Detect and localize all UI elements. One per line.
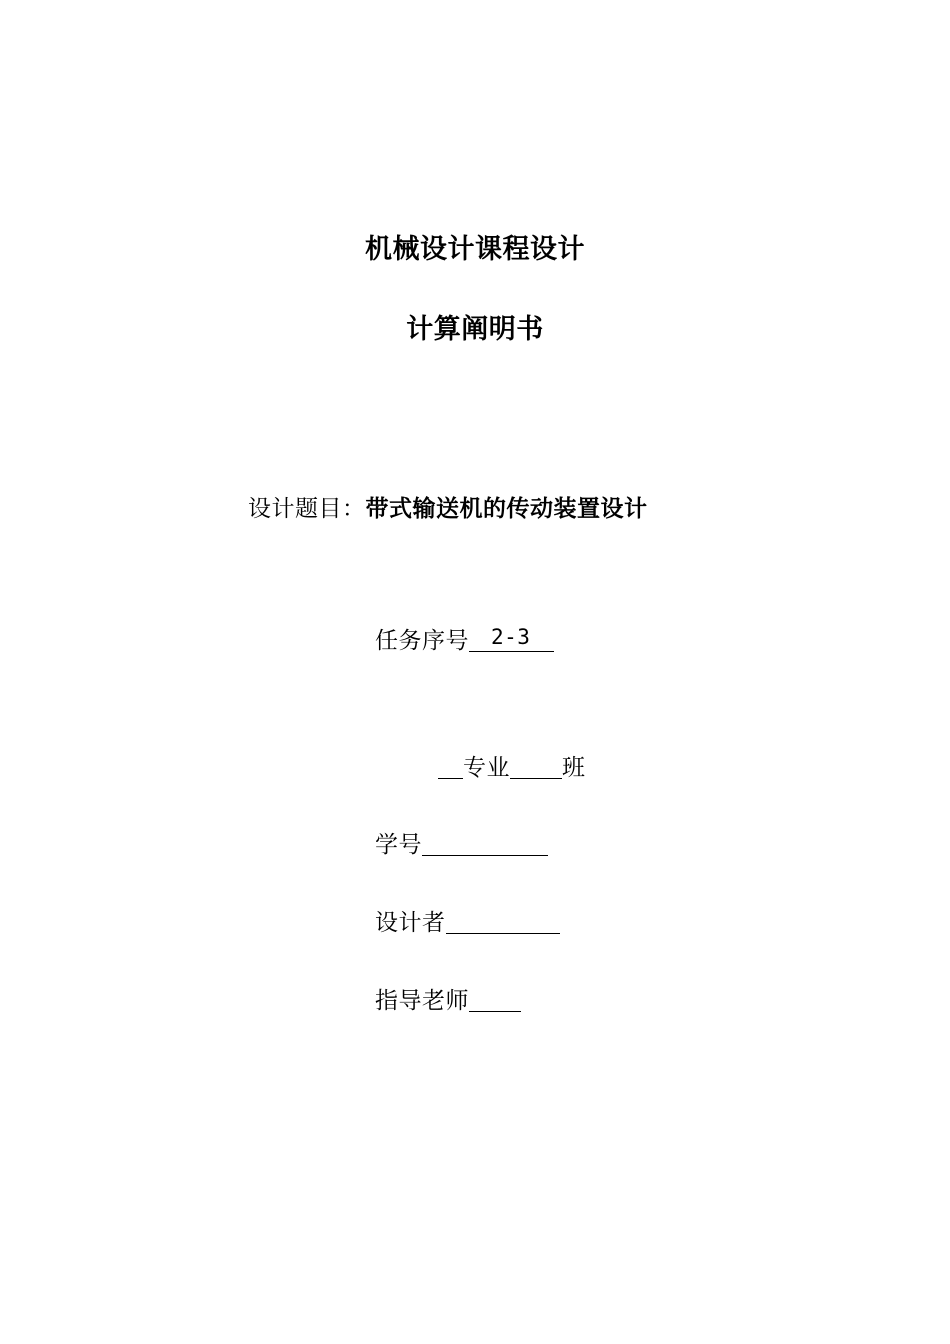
student-number-label: 学号	[375, 832, 422, 858]
task-number-line	[375, 625, 554, 654]
design-topic-label: 设计题目：	[248, 496, 366, 522]
major-class-line	[438, 755, 586, 780]
advisor-blank	[469, 987, 521, 1012]
advisor-line	[375, 988, 521, 1013]
advisor-label: 指导老师	[375, 988, 469, 1014]
student-number-blank	[422, 831, 548, 856]
course-title: 机械设计课程设计	[365, 234, 585, 265]
design-topic-line	[248, 498, 648, 521]
major-label: 专业	[463, 755, 510, 781]
designer-label: 设计者	[375, 910, 446, 936]
student-number-line	[375, 832, 548, 857]
task-number-value: 2-3	[469, 627, 554, 652]
designer-blank	[446, 909, 560, 934]
task-number-label: 任务序号	[375, 628, 469, 654]
class-label: 班	[562, 755, 586, 781]
class-blank	[510, 754, 562, 779]
major-blank	[438, 754, 463, 779]
document-title: 计算阐明书	[406, 314, 544, 345]
design-topic-value: 带式输送机的传动装置设计	[365, 496, 648, 522]
designer-line	[375, 910, 560, 935]
